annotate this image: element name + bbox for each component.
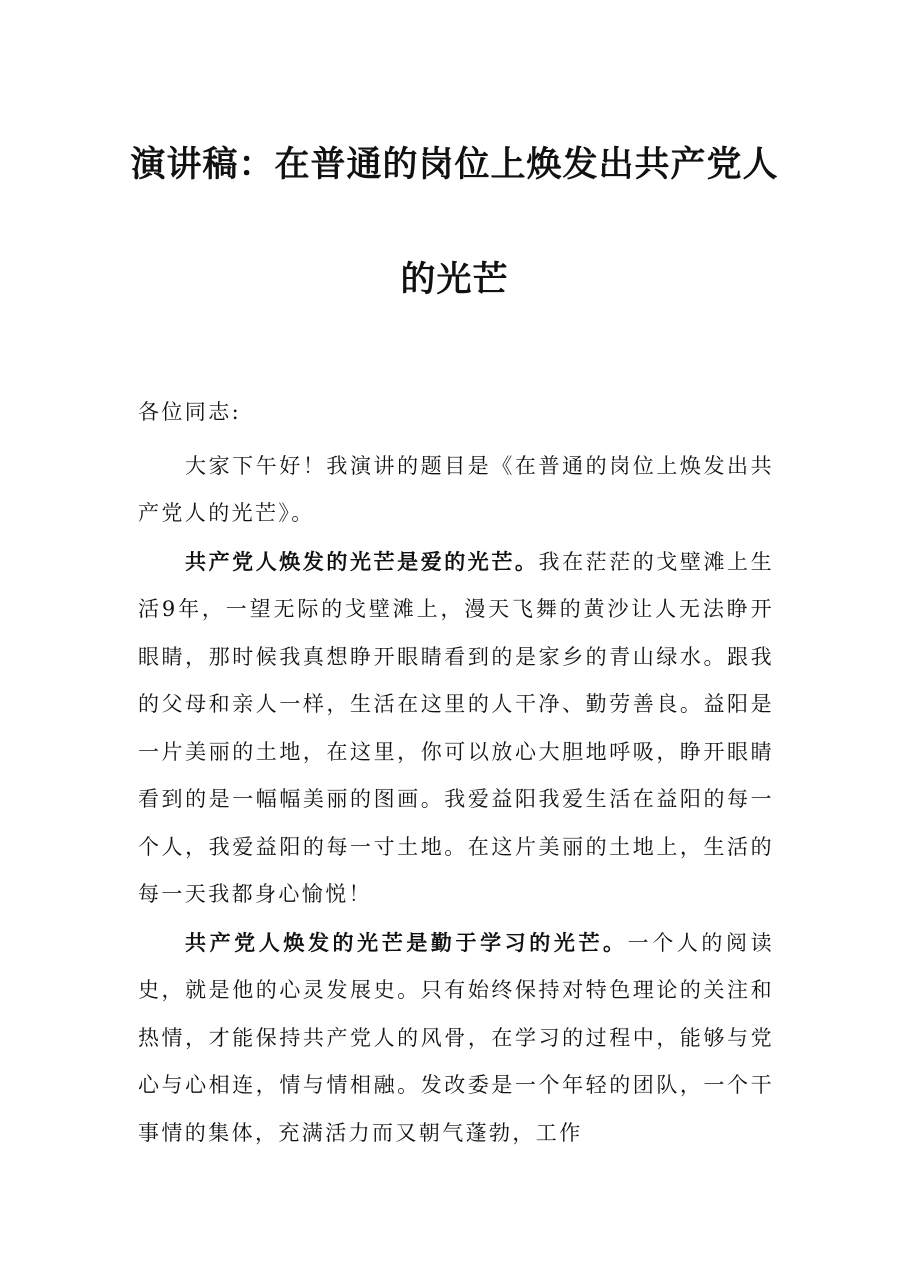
paragraph-study: [138, 919, 774, 1158]
paragraph-text: 大家下午好！我演讲的题目是《在普通的岗位上焕发出共产党人的光芒》。: [138, 453, 774, 525]
paragraph-love: [138, 538, 774, 919]
paragraph-text: 一个人的阅读史，就是他的心灵发展史。只有始终保持对特色理论的关注和热情，才能保持共产党人的风骨，在学习的过程中，能够与党心与心相连，情与情相融。发改委是一个年轻的团队，一个干事情的集体，充满活力而又朝气蓬勃，工作: [138, 930, 774, 1145]
paragraph-text: 我在茫茫的戈壁滩上生活9年，一望无际的戈壁滩上，漫天飞舞的黄沙让人无法睁开眼睛，那时候我真想睁开眼睛看到的是家乡的青山绿水。跟我的父母和亲人一样，生活在这里的人干净、勤劳善良。益阳是一片美丽的土地，在这里，你可以放心大胆地呼吸，睁开眼睛看到的是一幅幅美丽的图画。我爱益阳我爱生活在益阳的每一个人，我爱益阳的每一寸土地。在这片美丽的土地上，生活的每一天我都身心愉悦！: [138, 549, 774, 906]
paragraph-lead: 共产党人焕发的光芒是勤于学习的光芒。: [185, 929, 628, 955]
paragraph-greeting: [138, 443, 774, 538]
salutation: 各位同志:: [138, 400, 242, 424]
document-title-line-1: 演讲稿：在普通的岗位上焕发出共产党人: [130, 144, 779, 185]
paragraph-lead: 共产党人焕发的光芒是爱的光芒。: [185, 548, 539, 574]
document-body: [138, 389, 774, 1157]
document-title-line-2: 的光芒: [400, 259, 509, 300]
